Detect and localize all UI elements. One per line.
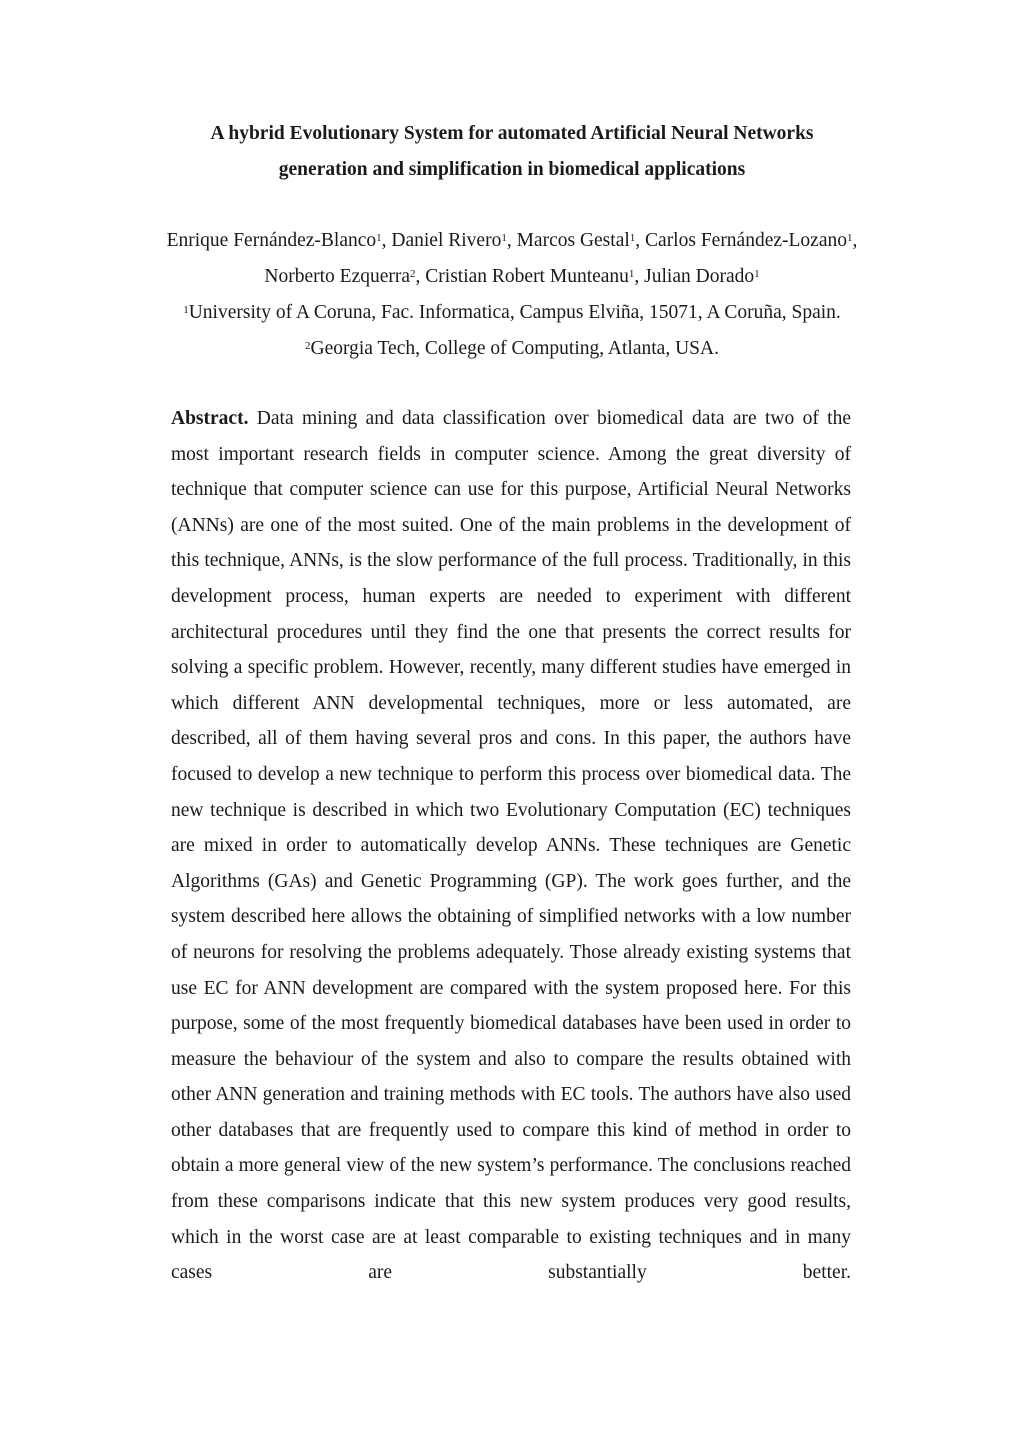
- author-affil-mark: 2: [410, 268, 416, 280]
- author-affil-mark: 1: [847, 232, 853, 244]
- author-separator: ,: [634, 266, 645, 287]
- author-affil-mark: 1: [501, 232, 507, 244]
- affil-text: Georgia Tech, College of Computing, Atlanta, USA.: [310, 338, 719, 359]
- author-separator: ,: [635, 230, 646, 251]
- author-name: Cristian Robert Munteanu: [425, 266, 629, 287]
- author-name: Daniel Rivero: [391, 230, 502, 251]
- author-name: Enrique Fernández-Blanco: [166, 230, 377, 251]
- title-line-1: A hybrid Evolutionary System for automated Artificial Neural Networks: [210, 123, 814, 144]
- abstract-label: Abstract.: [171, 408, 249, 429]
- author-name: Julian Dorado: [644, 266, 755, 287]
- affil-mark: 1: [183, 304, 189, 316]
- author-affil-mark: 1: [628, 268, 635, 280]
- author-affil-mark: 1: [629, 232, 636, 244]
- author-list: [160, 223, 864, 295]
- affiliations: [150, 295, 874, 367]
- author-separator: ,: [852, 230, 858, 251]
- affil-mark: 2: [305, 340, 311, 352]
- author-affil-mark: 1: [376, 232, 382, 244]
- author-name: Carlos Fernández-Lozano: [645, 230, 847, 251]
- paper-title: [150, 116, 874, 188]
- title-line-2: generation and simplification in biomedical applications: [278, 159, 746, 180]
- abstract-body: Data mining and data classification over biomedical data are two of the most important research fields in computer science. Among the great diversity of technique that computer science can use for this purpose, Artificial Neural Networks (ANNs) are one of the most suited. One of the main problems in the development of this technique, ANNs, is the slow performance of the full process. Traditionally, in this development process, human experts are needed to experiment with different architectural procedures until they find the one that presents the correct results for solving a specific problem. However, recently, many different studies have emerged in which different ANN developmental techniques, more or less automated, are described, all of them having several pros and cons. In this paper, the authors have focused to develop a new technique to perform this process over biomedical data. The new technique is described in which two Evolutionary Computation (EC) techniques are mixed in order to automatically develop ANNs. These techniques are Genetic Algorithms (GAs) and Genetic Programming (GP). The work goes further, and the system described here allows the obtaining of simplified networks with a low number of neurons for resolving the problems adequately. Those already existing systems that use EC for ANN development are compared with the system proposed here. For this purpose, some of the most frequently biomedical databases have been used in order to measure the behaviour of the system and also to compare the results obtained with other ANN generation and training methods with EC tools. The authors have also used other databases that are frequently used to compare this kind of method in order to obtain a more general view of the new system’s performance. The conclusions reached from these comparisons indicate that this new system produces very good results, which in the worst case are at least comparable to existing techniques and in many cases are substantially better.: [171, 408, 851, 1284]
- author-separator: ,: [415, 266, 426, 287]
- author-name: Marcos Gestal: [516, 230, 630, 251]
- author-name: Norberto Ezquerra: [264, 266, 411, 287]
- author-separator: ,: [381, 230, 392, 251]
- author-affil-mark: 1: [754, 268, 760, 280]
- author-separator: ,: [506, 230, 517, 251]
- abstract: [171, 401, 851, 1291]
- affil-text: University of A Coruna, Fac. Informatica, Campus Elviña, 15071, A Coruña, Spain.: [188, 302, 841, 323]
